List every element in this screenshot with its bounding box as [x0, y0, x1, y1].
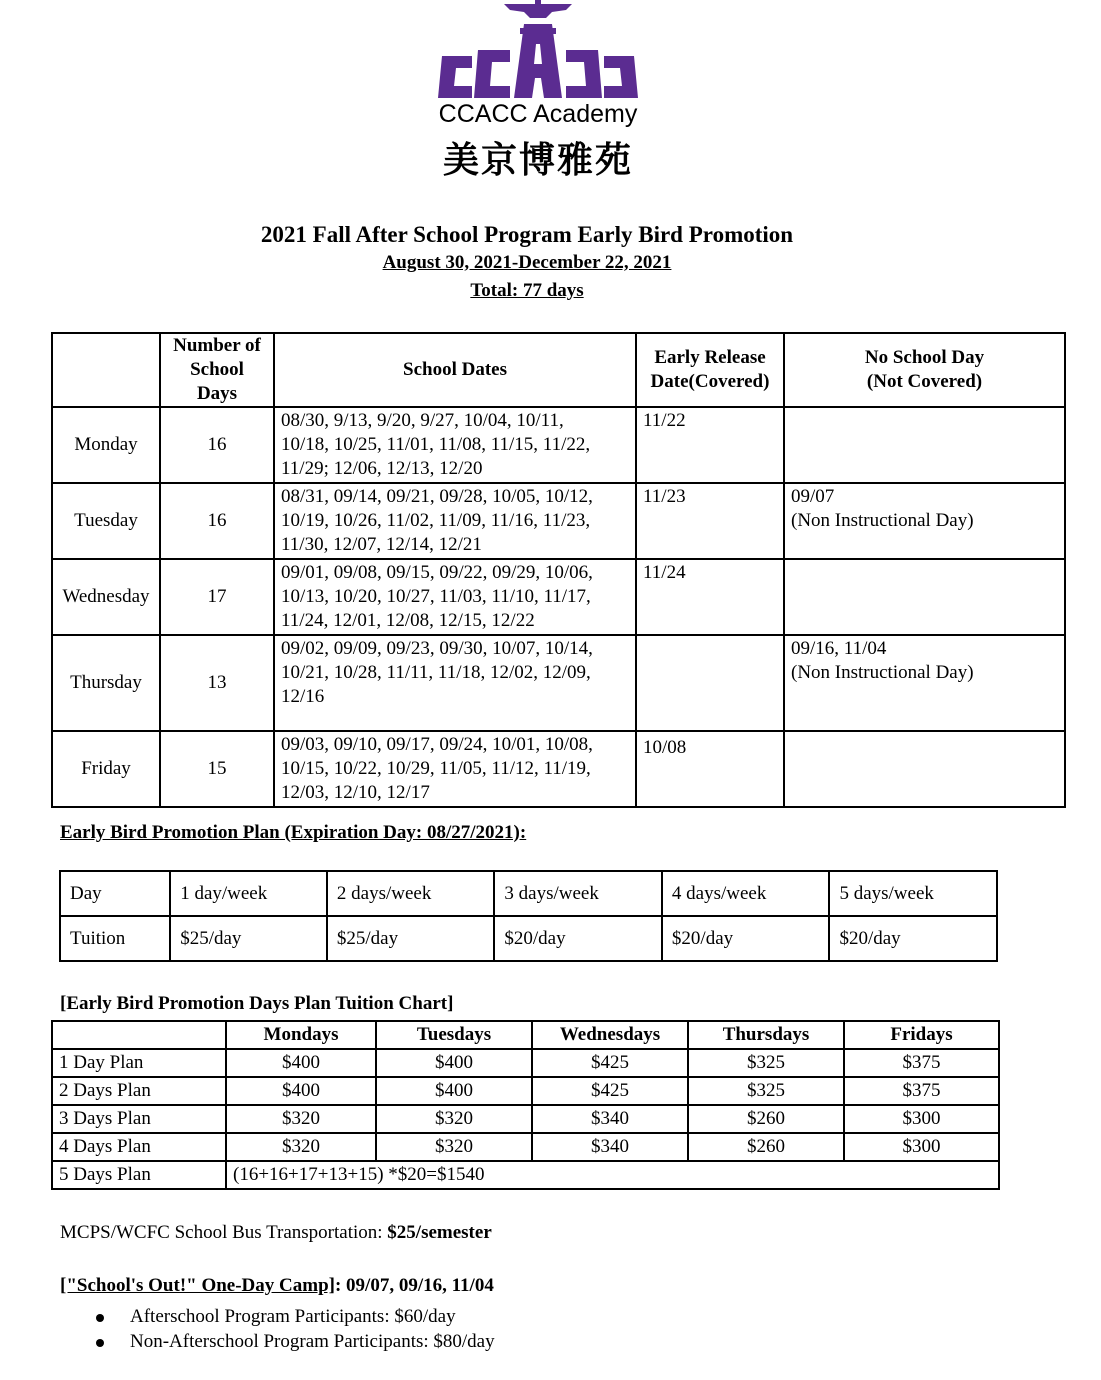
chart-cell: $300 — [844, 1105, 999, 1133]
plan-day-cell: 1 day/week — [170, 871, 327, 916]
pagoda-logo-icon — [438, 0, 638, 100]
dates-cell — [274, 635, 636, 731]
logo-chinese-name: 美京博雅苑 — [442, 139, 633, 181]
camp-dates: : 09/07, 09/16, 11/04 — [334, 1275, 494, 1296]
chart-heading: [Early Bird Promotion Days Plan Tuition Chart] — [60, 993, 454, 1014]
camp-title: ["School's Out!" One-Day Camp] — [60, 1275, 335, 1296]
dates-line: 09/02, 09/09, 09/23, 09/30, 10/07, 10/14, — [281, 638, 593, 659]
page-title: 2021 Fall After School Program Early Bird Promotion — [260, 222, 794, 247]
header-line: Days — [196, 383, 238, 404]
no-school-date: 09/07 — [791, 486, 835, 507]
day-cell: Monday — [52, 407, 160, 483]
schedule-row-tuesday — [52, 483, 1065, 559]
dates-line: 10/19, 10/26, 11/02, 11/09, 11/16, 11/23, — [281, 510, 591, 531]
chart-column-header: Mondays — [226, 1021, 376, 1049]
plan-day-cell: 3 days/week — [494, 871, 662, 916]
count-cell: 13 — [160, 635, 274, 731]
chart-row — [52, 1049, 999, 1077]
early-release-cell — [636, 635, 784, 731]
dates-line: 11/24, 12/01, 12/08, 12/15, 12/22 — [281, 610, 535, 631]
plan-tuition-cell: $20/day — [494, 916, 662, 961]
five-day-formula: (16+16+17+13+15) *$20=$1540 — [226, 1161, 999, 1189]
list-item-text: Afterschool Program Participants: $60/day — [130, 1306, 456, 1327]
schedule-row-monday — [52, 407, 1065, 483]
header-line: Date(Covered) — [650, 371, 770, 392]
chart-column-header: Tuesdays — [376, 1021, 532, 1049]
bullet-icon — [96, 1339, 104, 1347]
list-item — [96, 1304, 495, 1329]
count-cell: 16 — [160, 483, 274, 559]
schedule-table — [51, 332, 1066, 808]
chart-row — [52, 1105, 999, 1133]
chart-header-empty — [52, 1021, 226, 1049]
dates-line: 10/15, 10/22, 10/29, 11/05, 11/12, 11/19, — [281, 758, 591, 779]
camp-price-list — [96, 1304, 495, 1354]
plan-tuition-label: Tuition — [60, 916, 170, 961]
plan-day-cell: 2 days/week — [327, 871, 495, 916]
bus-transportation — [60, 1222, 492, 1244]
chart-row-label: 4 Days Plan — [52, 1133, 226, 1161]
no-school-cell — [784, 407, 1065, 483]
early-release-cell: 11/24 — [636, 559, 784, 635]
dates-line: 10/18, 10/25, 11/01, 11/08, 11/15, 11/22, — [281, 434, 591, 455]
dates-line: 09/01, 09/08, 09/15, 09/22, 09/29, 10/06, — [281, 562, 593, 583]
chart-cell: $260 — [688, 1105, 844, 1133]
no-school-cell — [784, 635, 1065, 731]
chart-cell: $300 — [844, 1133, 999, 1161]
dates-line: 08/31, 09/14, 09/21, 09/28, 10/05, 10/12, — [281, 486, 593, 507]
chart-row — [52, 1133, 999, 1161]
early-release-cell: 10/08 — [636, 731, 784, 807]
chart-row-label: 5 Days Plan — [52, 1161, 226, 1189]
header-no-school — [784, 333, 1065, 407]
chart-row — [52, 1077, 999, 1105]
plan-heading: Early Bird Promotion Plan (Expiration Day: 08/27/2021): — [60, 822, 527, 843]
bullet-icon — [96, 1314, 104, 1322]
dates-line: 11/29; 12/06, 12/13, 12/20 — [281, 458, 483, 479]
header-line: No School Day — [864, 347, 985, 368]
bus-price: $25/semester — [387, 1222, 492, 1243]
plan-tuition-row — [60, 916, 997, 961]
schedule-row-friday — [52, 731, 1065, 807]
header-school-dates: School Dates — [274, 333, 636, 407]
plan-tuition-cell: $25/day — [327, 916, 495, 961]
dates-cell — [274, 559, 636, 635]
plan-tuition-cell: $20/day — [829, 916, 997, 961]
schedule-row-thursday — [52, 635, 1065, 731]
plan-tuition-cell: $20/day — [662, 916, 830, 961]
day-cell: Friday — [52, 731, 160, 807]
header-empty — [52, 333, 160, 407]
chart-row-five-day — [52, 1161, 999, 1189]
logo-name: CCACC Academy — [438, 100, 638, 128]
chart-cell: $320 — [376, 1105, 532, 1133]
dates-cell — [274, 407, 636, 483]
dates-cell — [274, 731, 636, 807]
header-line: School — [190, 359, 244, 380]
chart-column-header: Fridays — [844, 1021, 999, 1049]
chart-cell: $400 — [226, 1077, 376, 1105]
dates-line: 10/21, 10/28, 11/11, 11/18, 12/02, 12/09, — [281, 662, 591, 683]
header-line: Number of — [173, 335, 261, 356]
chart-column-header: Wednesdays — [532, 1021, 688, 1049]
no-school-date: 09/16, 11/04 — [791, 638, 887, 659]
header-line: Early Release — [654, 347, 766, 368]
chart-cell: $325 — [688, 1077, 844, 1105]
chart-cell: $340 — [532, 1133, 688, 1161]
no-school-note: (Non Instructional Day) — [791, 510, 974, 531]
chart-cell: $375 — [844, 1049, 999, 1077]
list-item — [96, 1329, 495, 1354]
chart-cell: $320 — [226, 1133, 376, 1161]
dates-line: 12/16 — [281, 686, 325, 707]
count-cell: 17 — [160, 559, 274, 635]
plan-day-row — [60, 871, 997, 916]
early-release-cell: 11/22 — [636, 407, 784, 483]
chart-row-label: 1 Day Plan — [52, 1049, 226, 1077]
count-cell: 15 — [160, 731, 274, 807]
total-days: Total: 77 days — [470, 280, 584, 301]
chart-cell: $340 — [532, 1105, 688, 1133]
chart-cell: $400 — [376, 1049, 532, 1077]
schedule-header-row — [52, 333, 1065, 407]
dates-line: 09/03, 09/10, 09/17, 09/24, 10/01, 10/08, — [281, 734, 593, 755]
chart-cell: $425 — [532, 1077, 688, 1105]
dates-cell — [274, 483, 636, 559]
early-release-cell: 11/23 — [636, 483, 784, 559]
dates-line: 10/13, 10/20, 10/27, 11/03, 11/10, 11/17, — [281, 586, 591, 607]
dates-line: 08/30, 9/13, 9/20, 9/27, 10/04, 10/11, — [281, 410, 564, 431]
program-dates: August 30, 2021-December 22, 2021 — [382, 252, 672, 273]
no-school-cell — [784, 731, 1065, 807]
day-cell: Thursday — [52, 635, 160, 731]
dates-line: 12/03, 12/10, 12/17 — [281, 782, 430, 803]
plan-day-cell: 4 days/week — [662, 871, 830, 916]
plan-table — [59, 870, 998, 962]
tuition-chart-table — [51, 1020, 1000, 1190]
list-item-text: Non-Afterschool Program Participants: $80/day — [130, 1331, 495, 1352]
camp-heading — [60, 1275, 494, 1297]
chart-row-label: 2 Days Plan — [52, 1077, 226, 1105]
schedule-row-wednesday — [52, 559, 1065, 635]
plan-tuition-cell: $25/day — [170, 916, 327, 961]
header-line: (Not Covered) — [866, 371, 983, 392]
ccacc-logo — [438, 0, 638, 188]
dates-line: 11/30, 12/07, 12/14, 12/21 — [281, 534, 482, 555]
chart-cell: $375 — [844, 1077, 999, 1105]
plan-day-cell: 5 days/week — [829, 871, 997, 916]
chart-cell: $325 — [688, 1049, 844, 1077]
chart-cell: $320 — [376, 1133, 532, 1161]
header-number-of-days — [160, 333, 274, 407]
day-cell: Wednesday — [52, 559, 160, 635]
chart-column-header: Thursdays — [688, 1021, 844, 1049]
chart-cell: $260 — [688, 1133, 844, 1161]
bus-label: MCPS/WCFC School Bus Transportation: — [60, 1222, 388, 1243]
no-school-cell — [784, 483, 1065, 559]
plan-day-label: Day — [60, 871, 170, 916]
chart-header-row — [52, 1021, 999, 1049]
day-cell: Tuesday — [52, 483, 160, 559]
chart-row-label: 3 Days Plan — [52, 1105, 226, 1133]
chart-cell: $320 — [226, 1105, 376, 1133]
no-school-cell — [784, 559, 1065, 635]
chart-cell: $425 — [532, 1049, 688, 1077]
count-cell: 16 — [160, 407, 274, 483]
chart-cell: $400 — [226, 1049, 376, 1077]
chart-cell: $400 — [376, 1077, 532, 1105]
no-school-note: (Non Instructional Day) — [791, 662, 974, 683]
header-early-release — [636, 333, 784, 407]
